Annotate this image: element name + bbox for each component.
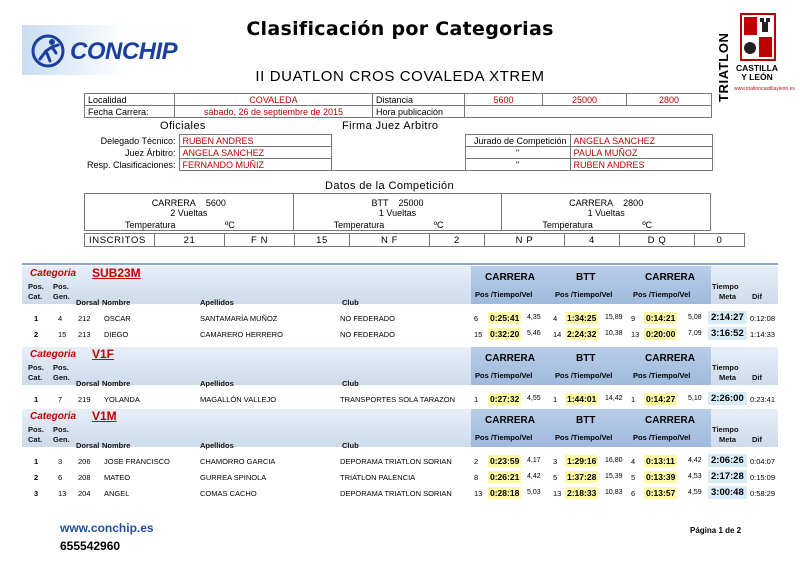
carrera1-time: 0:27:32 [490, 394, 520, 404]
carrera1-time: 0:25:41 [490, 313, 520, 323]
firma-title: Firma Juez Arbitro [342, 120, 439, 132]
nombre: MATEO [104, 473, 131, 482]
triatlon-cyl-logo [716, 10, 795, 102]
event-info-table [84, 93, 712, 118]
diferencia: 0:58:29 [750, 489, 776, 498]
jurado-label: " [465, 159, 570, 171]
nombre: YOLANDA [104, 395, 140, 404]
nf-label: N F [350, 234, 430, 247]
category-block [22, 409, 778, 501]
diferencia: 0:23:41 [750, 395, 776, 404]
carrera1-vel: 5,46 [527, 330, 541, 337]
apellidos: CAMARERO HERRERO [200, 330, 283, 339]
carrera1-vel: 4,42 [527, 473, 541, 480]
np-label: N P [485, 234, 565, 247]
carrera2-time: 0:14:27 [646, 394, 676, 404]
btt-time: 2:24:32 [567, 329, 597, 339]
btt-pos: 3 [553, 457, 558, 466]
carrera2-pos: 4 [631, 457, 636, 466]
dorsal: 208 [78, 473, 91, 482]
fecha-value: sábado, 26 de septiembre de 2015 [175, 106, 373, 118]
diferencia: 0:12:08 [750, 314, 776, 323]
category-block [22, 347, 778, 407]
distancia-label: Distancia [373, 94, 465, 106]
carrera2-vel: 5,08 [688, 314, 702, 321]
carrera2-pos: 6 [631, 489, 636, 498]
apellidos: CHAMORRO GARCIA [200, 457, 276, 466]
tiempo-meta: 2:26:00 [708, 392, 747, 405]
carrera1-pos: 8 [474, 473, 479, 482]
tiempo-meta: 3:16:52 [708, 327, 747, 340]
footer-phone: 655542960 [60, 539, 121, 553]
btt-time: 1:29:16 [567, 456, 597, 466]
page-number: Página 1 de 2 [690, 526, 742, 535]
pos-gen: 15 [58, 330, 67, 339]
dorsal: 213 [78, 330, 91, 339]
competition-segments [84, 193, 711, 231]
footer-web-link[interactable]: www.conchip.es [60, 521, 154, 535]
fn-value: 15 [295, 234, 350, 247]
divider [22, 263, 778, 265]
inscritos-table [84, 233, 745, 247]
carrera2-vel: 5,10 [688, 395, 702, 402]
carrera1-pos: 1 [474, 395, 479, 404]
apellidos: SANTAMARÍA MUÑOZ [200, 314, 278, 323]
apellidos: GURREA SPINOLA [200, 473, 267, 482]
dorsal: 212 [78, 314, 91, 323]
categoria-label: Categoria [30, 411, 77, 422]
carrera1-vel: 5,03 [527, 489, 541, 496]
pos-gen: 13 [58, 489, 67, 498]
btt-time: 1:44:01 [567, 394, 597, 404]
nombre: ANGEL [104, 489, 130, 498]
btt-pos: 4 [553, 314, 558, 323]
btt-vel: 15,89 [605, 314, 623, 321]
result-row [22, 391, 778, 407]
apellidos: MAGALLÓN VALLEJO [200, 395, 277, 404]
pos-cat: 3 [34, 489, 39, 498]
pos-gen: 7 [58, 395, 63, 404]
club: DEPORAMA TRIATLON SORIAN [340, 489, 452, 498]
btt-pos: 1 [553, 395, 558, 404]
category-header: Categoria V1M Pos. Cat. Pos. Gen. Dorsal Nombre Apellidos Club CARRERA BTT CARRERA Pos /Tiempo/Vel Pos /Tiempo/Vel Pos /Tiempo/Vel Tiempo Meta Dif [22, 409, 778, 447]
segment-3: CARRERA 2800 1 Vueltas Temperatura ºC [542, 198, 653, 230]
segment-2: BTT 25000 1 Vueltas Temperatura ºC [294, 194, 503, 230]
dq-label: D Q [620, 234, 695, 247]
diferencia: 0:15:09 [750, 473, 776, 482]
btt-vel: 16,80 [605, 457, 623, 464]
tiempo-meta: 2:06:26 [708, 454, 747, 467]
inscritos-value: 21 [155, 234, 225, 247]
logo-web-text: www.triatloncastillayleon.es [734, 86, 795, 92]
dorsal: 219 [78, 395, 91, 404]
carrera1-vel: 4,17 [527, 457, 541, 464]
carrera2-time: 0:13:39 [646, 472, 676, 482]
carrera1-vel: 4,55 [527, 395, 541, 402]
diferencia: 1:14:33 [750, 330, 776, 339]
pos-cat: 1 [34, 314, 39, 323]
pos-cat: 1 [34, 395, 39, 404]
localidad-value: COVALEDA [175, 94, 373, 106]
carrera1-time: 0:26:21 [490, 472, 520, 482]
category-name: V1F [92, 347, 115, 361]
inscritos-label: INSCRITOS [85, 234, 155, 247]
pos-gen: 6 [58, 473, 63, 482]
category-header: Categoria V1F Pos. Cat. Pos. Gen. Dorsal Nombre Apellidos Club CARRERA BTT CARRERA Pos /Tiempo/Vel Pos /Tiempo/Vel Pos /Tiempo/Vel Tiempo Meta Dif [22, 347, 778, 385]
category-block [22, 266, 778, 342]
officials-table [84, 134, 713, 171]
carrera2-pos: 1 [631, 395, 636, 404]
np-value: 4 [565, 234, 620, 247]
apellidos: COMAS CACHO [200, 489, 257, 498]
btt-pos: 13 [553, 489, 562, 498]
category-header: Categoria SUB23M Pos. Cat. Pos. Gen. Dorsal Nombre Apellidos Club CARRERA BTT CARRERA Pos /Tiempo/Vel Pos /Tiempo/Vel Pos /Tiempo/Vel Tiempo Meta Dif [22, 266, 778, 304]
btt-vel: 10,38 [605, 330, 623, 337]
category-name: V1M [92, 409, 117, 423]
carrera2-vel: 7,09 [688, 330, 702, 337]
carrera2-vel: 4,53 [688, 473, 702, 480]
official-label: Resp. Clasificaciones: [87, 159, 176, 170]
carrera2-pos: 13 [631, 330, 640, 339]
official-label: Juez Árbitro: [125, 147, 176, 158]
nombre: JOSE FRANCISCO [104, 457, 170, 466]
carrera1-time: 0:28:18 [490, 488, 520, 498]
dorsal: 204 [78, 489, 91, 498]
localidad-label: Localidad [85, 94, 175, 106]
btt-pos: 5 [553, 473, 558, 482]
btt-time: 1:34:25 [567, 313, 597, 323]
club: TRIATLON PALENCIA [340, 473, 416, 482]
carrera2-time: 0:14:21 [646, 313, 676, 323]
official-value: RUBEN ANDRES [179, 135, 331, 147]
official-label: Delegado Técnico: [100, 135, 176, 146]
logo-vertical-text: TRIATLON [716, 32, 731, 102]
carrera2-pos: 9 [631, 314, 636, 323]
nombre: DIEGO [104, 330, 129, 339]
pos-cat: 2 [34, 473, 39, 482]
jurado-value: PAULA MUÑOZ [570, 147, 712, 159]
oficiales-title: Oficiales [160, 120, 206, 132]
btt-pos: 14 [553, 330, 562, 339]
jurado-label: Jurado de Competición [465, 135, 570, 147]
logo-cyl-text: CASTILLA Y LEÓN [735, 63, 779, 82]
categoria-label: Categoria [30, 268, 77, 279]
club: NO FEDERADO [340, 314, 396, 323]
categoria-label: Categoria [30, 349, 77, 360]
carrera2-time: 0:13:11 [646, 456, 675, 466]
distancia-1: 5600 [465, 94, 543, 106]
carrera2-vel: 4,42 [688, 457, 702, 464]
category-name: SUB23M [92, 266, 141, 280]
carrera2-time: 0:13:57 [646, 488, 676, 498]
nombre: OSCAR [104, 314, 131, 323]
diferencia: 0:04:07 [750, 457, 776, 466]
club: NO FEDERADO [340, 330, 396, 339]
result-row [22, 326, 778, 342]
distancia-2: 25000 [543, 94, 627, 106]
jurado-value: RUBEN ANDRES [570, 159, 712, 171]
official-value: ANGELA SANCHEZ [179, 147, 331, 159]
distancia-3: 2800 [627, 94, 712, 106]
carrera2-vel: 4,59 [688, 489, 702, 496]
fecha-label: Fecha Carrera: [85, 106, 175, 118]
carrera1-pos: 15 [474, 330, 483, 339]
logo-text: CONCHIP [70, 38, 178, 65]
page-title: Clasificación por Categorias [246, 18, 554, 40]
club: DEPORAMA TRIATLON SORIAN [340, 457, 452, 466]
tiempo-meta: 2:17:28 [708, 470, 747, 483]
datos-competicion-title: Datos de la Competición [325, 180, 455, 192]
tiempo-meta: 3:00:48 [708, 486, 747, 499]
official-value: FERNANDO MUÑIZ [179, 159, 331, 171]
pos-cat: 1 [34, 457, 39, 466]
jurado-value: ANGELA SANCHEZ [570, 135, 712, 147]
jurado-label: " [465, 147, 570, 159]
btt-vel: 14,42 [605, 395, 623, 402]
castle-icon [738, 12, 778, 62]
club: TRANSPORTES SOLA TARAZON [340, 395, 456, 404]
result-row [22, 310, 778, 326]
btt-vel: 10,83 [605, 489, 623, 496]
hora-label: Hora publicación [373, 106, 465, 118]
btt-vel: 15,39 [605, 473, 623, 480]
carrera1-pos: 2 [474, 457, 479, 466]
pos-cat: 2 [34, 330, 39, 339]
dq-value: 0 [695, 234, 745, 247]
fn-label: F N [225, 234, 295, 247]
pos-gen: 4 [58, 314, 63, 323]
carrera1-pos: 13 [474, 489, 483, 498]
btt-time: 1:37:28 [567, 472, 597, 482]
carrera1-vel: 4,35 [527, 314, 541, 321]
nf-value: 2 [430, 234, 485, 247]
pos-gen: 3 [58, 457, 63, 466]
hora-value [465, 106, 712, 118]
dorsal: 206 [78, 457, 91, 466]
carrera1-pos: 6 [474, 314, 479, 323]
result-row [22, 469, 778, 485]
carrera1-time: 0:23:59 [490, 456, 520, 466]
carrera2-pos: 5 [631, 473, 636, 482]
carrera2-time: 0:20:00 [646, 329, 676, 339]
event-title: II DUATLON CROS COVALEDA XTREM [255, 68, 545, 85]
segment-1: CARRERA 5600 2 Vueltas Temperatura ºC [85, 194, 294, 230]
tiempo-meta: 2:14:27 [708, 311, 747, 324]
result-row [22, 453, 778, 469]
result-row [22, 485, 778, 501]
carrera1-time: 0:32:20 [490, 329, 520, 339]
btt-time: 2:18:33 [567, 488, 597, 498]
